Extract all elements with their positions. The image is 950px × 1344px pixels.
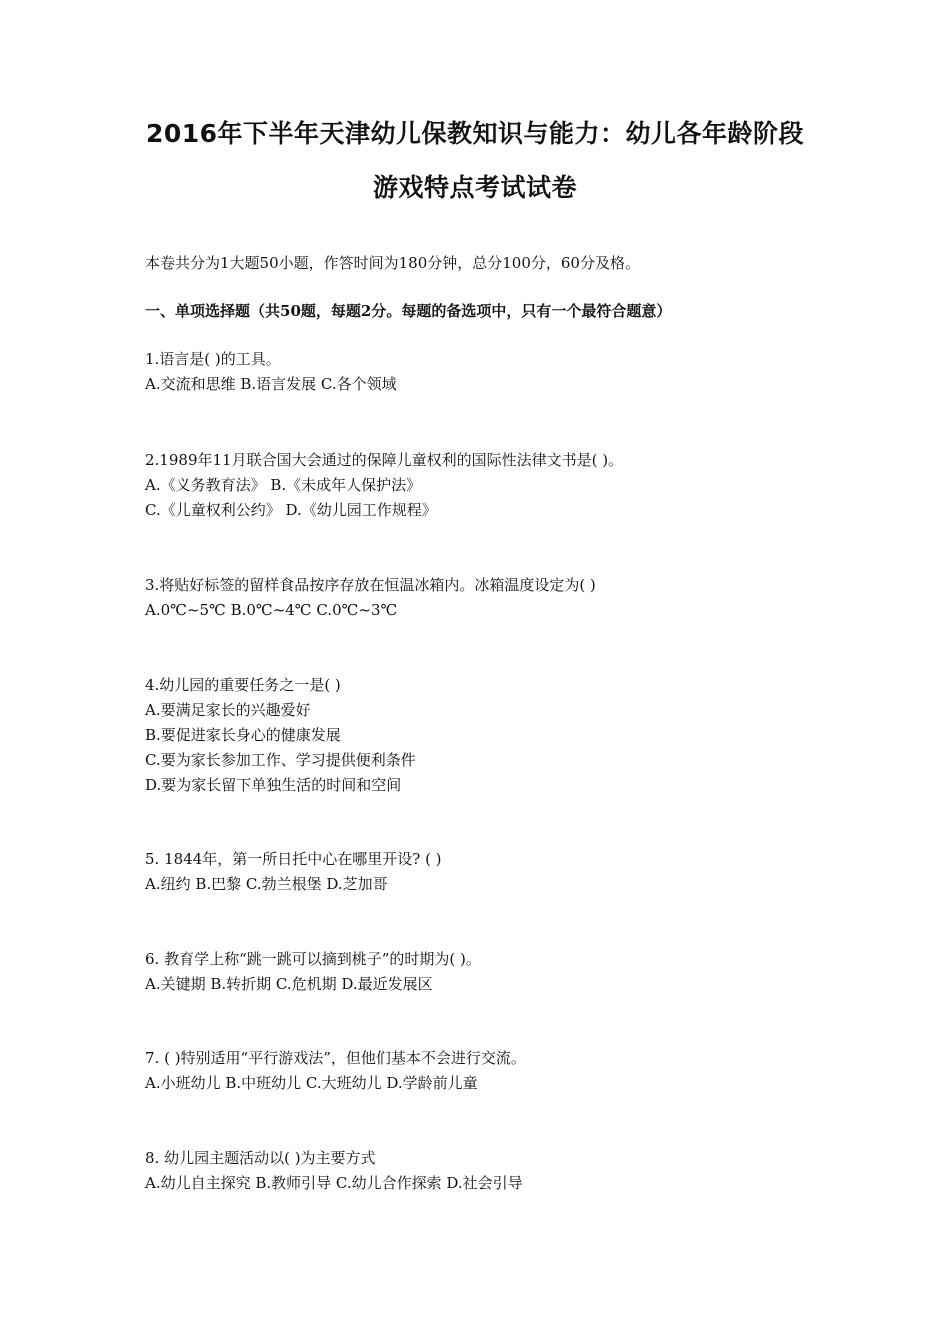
question-option-a: A.要满足家长的兴趣爱好	[145, 701, 311, 719]
question-option-d: D.要为家长留下单独生活的时间和空间	[145, 776, 402, 794]
question-8	[145, 1146, 825, 1196]
question-stem: 6. 教育学上称“跳一跳可以摘到桃子”的时期为( )。	[145, 950, 481, 968]
question-stem: 5. 1844年，第一所日托中心在哪里开设? ( )	[145, 850, 442, 868]
question-4	[145, 673, 825, 798]
question-stem: 2.1989年11月联合国大会通过的保障儿童权利的国际性法律文书是( )。	[145, 451, 624, 469]
question-options: A.纽约 B.巴黎 C.勃兰根堡 D.芝加哥	[145, 875, 388, 893]
question-stem: 3.将贴好标签的留样食品按序存放在恒温冰箱内。冰箱温度设定为( )	[145, 576, 596, 594]
question-options: A.幼儿自主探究 B.教师引导 C.幼儿合作探索 D.社会引导	[145, 1174, 523, 1192]
question-stem: 7. ( )特别适用“平行游戏法”，但他们基本不会进行交流。	[145, 1049, 526, 1067]
question-options: A.交流和思维 B.语言发展 C.各个领域	[145, 375, 397, 393]
document-title-line-1: 2016年下半年天津幼儿保教知识与能力：幼儿各年龄阶段	[145, 119, 805, 148]
question-7	[145, 1046, 825, 1096]
question-stem: 1.语言是( )的工具。	[145, 350, 281, 368]
question-options: C.《儿童权利公约》 D.《幼儿园工作规程》	[145, 501, 437, 519]
question-5	[145, 847, 825, 897]
exam-intro: 本卷共分为1大题50小题，作答时间为180分钟，总分100分，60分及格。	[145, 254, 640, 272]
question-stem: 8. 幼儿园主题活动以( )为主要方式	[145, 1149, 376, 1167]
question-option-b: B.要促进家长身心的健康发展	[145, 726, 341, 744]
section-heading: 一、单项选择题（共50题，每题2分。每题的备选项中，只有一个最符合题意）	[145, 302, 672, 320]
question-6	[145, 947, 825, 997]
question-options: A.《义务教育法》 B.《未成年人保护法》	[145, 476, 422, 494]
question-stem: 4.幼儿园的重要任务之一是( )	[145, 676, 341, 694]
question-options: A.0℃~5℃ B.0℃~4℃ C.0℃~3℃	[145, 601, 398, 619]
document-title-line-2: 游戏特点考试试卷	[372, 173, 577, 202]
question-1	[145, 347, 825, 397]
question-option-c: C.要为家长参加工作、学习提供便利条件	[145, 751, 416, 769]
question-3	[145, 573, 825, 623]
question-2	[145, 448, 825, 523]
question-options: A.关键期 B.转折期 C.危机期 D.最近发展区	[145, 975, 433, 993]
question-options: A.小班幼儿 B.中班幼儿 C.大班幼儿 D.学龄前儿童	[145, 1074, 478, 1092]
